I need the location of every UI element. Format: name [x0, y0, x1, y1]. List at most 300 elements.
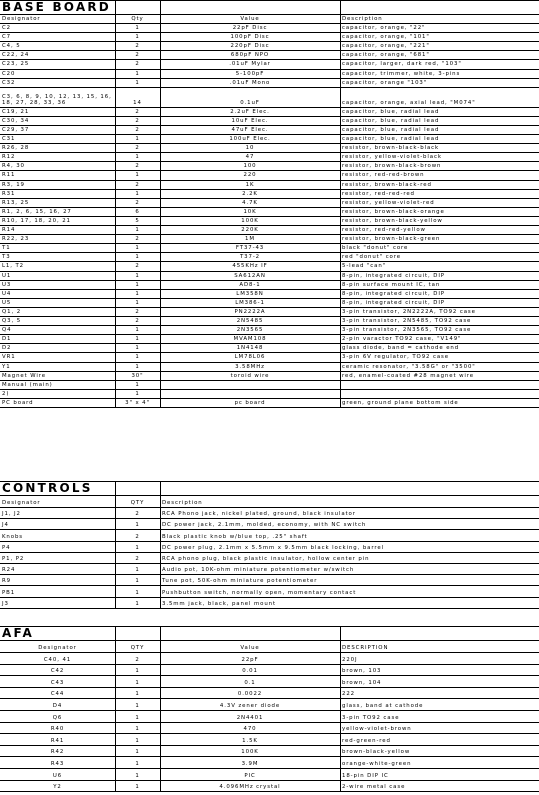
table-cell: C42: [50, 668, 65, 675]
table-cell: 2: [135, 61, 140, 68]
table-cell: capacitor, orange "103": [342, 79, 428, 86]
table-cell: 22pF: [241, 656, 259, 663]
table-cell: Knobs: [2, 533, 23, 540]
table-cell: D4: [52, 702, 63, 709]
table-row: [0, 563, 539, 574]
table-cell: 1: [135, 691, 140, 698]
table-cell: R3, 19: [2, 181, 25, 188]
table-cell: 1: [135, 136, 140, 143]
table-cell: J4: [2, 522, 9, 529]
column-header: DESCRIPTION: [342, 645, 389, 651]
table-cell: C30, 34: [2, 117, 30, 124]
table-cell: 10K: [243, 208, 257, 215]
table-cell: 30": [131, 372, 144, 379]
table-cell: green, ground plane bottom side: [342, 399, 459, 406]
table-row: [0, 50, 539, 59]
table-row: [0, 334, 539, 343]
table-cell: 1: [135, 390, 140, 397]
row-divider: [0, 608, 539, 609]
table-row: [0, 78, 539, 87]
column-header: Qty: [131, 16, 144, 22]
table-cell: C20: [2, 70, 16, 77]
table-cell: 3-pin TO92 case: [342, 714, 400, 721]
table-cell: resistor, brown-black-red: [342, 181, 432, 188]
table-cell: 220K: [241, 227, 259, 234]
table-cell: brown-black-yellow: [342, 749, 411, 756]
table-cell: P1, P2: [2, 555, 25, 562]
table-cell: R11: [2, 172, 16, 179]
table-cell: C7: [2, 34, 11, 41]
table-cell: 2: [135, 43, 140, 50]
table-cell: resistor, yellow-violet-red: [342, 199, 435, 206]
table-cell: capacitor, blue, radial lead: [342, 136, 440, 143]
table-cell: 8-pin, integrated circuit, DIP: [342, 290, 445, 297]
table-cell: 1: [135, 522, 140, 529]
table-row: [0, 252, 539, 261]
table-row: [0, 352, 539, 361]
table-cell: T1: [2, 245, 11, 252]
table-row: [0, 152, 539, 161]
table-cell: C43: [50, 679, 65, 686]
table-cell: 1.5K: [242, 737, 258, 744]
table-row: [0, 652, 539, 664]
table-cell: 1: [135, 254, 140, 261]
table-cell: capacitor, orange, "681": [342, 52, 430, 59]
table-cell: 3-pin transistor, 2N5485, TO92 case: [342, 318, 472, 325]
table-cell: glass diode, band = cathode end: [342, 345, 460, 352]
table-cell: resistor, red-red-yellow: [342, 227, 426, 234]
table-row: [0, 261, 539, 270]
table-row: [0, 722, 539, 734]
table-cell: PB1: [2, 589, 16, 596]
table-cell: 10uF Elec.: [231, 117, 269, 124]
table-cell: black "donut" core: [342, 245, 409, 252]
table-row: [0, 41, 539, 50]
table-cell: Q4: [2, 327, 12, 334]
table-row: [0, 307, 539, 316]
table-cell: 2: [135, 263, 140, 270]
table-cell: 680pF NPO: [230, 52, 270, 59]
table-cell: DC power jack, 2.1mm, molded, economy, with NC switch: [162, 522, 367, 529]
table-cell: 2): [2, 390, 10, 397]
header-row: [0, 640, 539, 652]
table-cell: 3-pin transistor, 2N3565, TO92 case: [342, 327, 472, 334]
table-cell: 100K: [241, 217, 259, 224]
table-cell: Y1: [2, 363, 11, 370]
table-row: [0, 398, 539, 407]
table-cell: C2: [2, 25, 11, 32]
table-cell: capacitor, orange, "221": [342, 43, 430, 50]
section-title: BASE BOARD: [2, 0, 111, 14]
table-cell: C4, 5: [2, 43, 21, 50]
table-cell: glass, band at cathode: [342, 702, 424, 709]
table-row: [0, 518, 539, 529]
column-header: Value: [240, 16, 260, 22]
table-cell: 220: [243, 172, 257, 179]
table-row: [0, 125, 539, 134]
table-row: [0, 343, 539, 352]
table-cell: 8-pin, integrated circuit, DIP: [342, 272, 445, 279]
table-cell: 220pF Disc: [230, 43, 270, 50]
row-divider: [0, 791, 539, 792]
table-cell: 2: [135, 126, 140, 133]
table-cell: 2: [135, 555, 140, 562]
table-cell: C31: [2, 136, 16, 143]
table-row: [0, 180, 539, 189]
column-header: QTY: [130, 645, 145, 651]
table-cell: .01uF Mono: [229, 79, 271, 86]
table-cell: capacitor, orange, axial lead, "M074": [342, 99, 476, 106]
table-cell: MVAM108: [233, 336, 267, 343]
table-cell: 3.5mm jack, black, panel mount: [162, 600, 277, 607]
table-row: [0, 271, 539, 280]
table-cell: PN2222A: [234, 308, 266, 315]
table-cell: R10, 17, 18, 20, 21: [2, 217, 71, 224]
table-row: [0, 216, 539, 225]
table-cell: 1: [135, 336, 140, 343]
table-cell: U3: [2, 281, 12, 288]
table-row: [0, 32, 539, 41]
table-row: [0, 507, 539, 518]
table-cell: D2: [2, 345, 12, 352]
table-row: [0, 597, 539, 608]
table-cell: 1: [135, 668, 140, 675]
table-cell: 2: [135, 52, 140, 59]
table-cell: 3-pin 6V regulator, TO92 case: [342, 354, 449, 361]
table-cell: 6: [135, 208, 140, 215]
table-cell: T37-2: [239, 254, 261, 261]
table-cell: 0.1: [244, 679, 256, 686]
table-cell: capacitor, orange, "101": [342, 34, 430, 41]
table-cell: R40: [50, 726, 65, 733]
table-row: [0, 380, 539, 389]
table-cell: C23, 25: [2, 61, 30, 68]
table-row: [0, 756, 539, 768]
table-row: [0, 107, 539, 116]
column-header: QTY: [130, 500, 145, 506]
table-cell: 1: [135, 737, 140, 744]
row-divider: [0, 407, 539, 408]
table-cell: Q1, 2: [2, 308, 22, 315]
table-cell: D1: [2, 336, 12, 343]
table-row: [0, 362, 539, 371]
table-cell: .01uF Mylar: [229, 61, 271, 68]
table-row: [0, 69, 539, 78]
table-cell: PIC: [244, 772, 256, 779]
table-cell: Q3, 5: [2, 318, 22, 325]
table-cell: 47: [245, 154, 255, 161]
table-cell: U4: [2, 290, 12, 297]
table-cell: R12: [2, 154, 16, 161]
table-row: [0, 371, 539, 380]
table-cell: C22, 24: [2, 52, 30, 59]
table-cell: 2: [135, 308, 140, 315]
table-cell: 1M: [245, 236, 255, 243]
table-cell: R24: [2, 567, 16, 574]
table-cell: 18-pin DIP IC: [342, 772, 389, 779]
table-cell: 1: [135, 34, 140, 41]
table-cell: 100K: [241, 749, 259, 756]
table-cell: resistor, brown-black-yellow: [342, 217, 443, 224]
table-cell: 3-pin transistor, 2N2222A, TO92 case: [342, 308, 476, 315]
table-cell: 2-wire metal case: [342, 784, 406, 791]
table-cell: capacitor, blue, radial lead: [342, 126, 440, 133]
table-cell: 5: [135, 217, 140, 224]
table-cell: RCA phono plug, black plastic insulator, hollow center pin: [162, 555, 370, 562]
table-cell: C29, 37: [2, 126, 30, 133]
table-cell: LM78L06: [234, 354, 266, 361]
table-cell: 2-pin varactor TO92 case, "V149": [342, 336, 462, 343]
table-cell: U6: [52, 772, 63, 779]
table-row: [0, 23, 539, 32]
table-cell: [340, 389, 539, 398]
table-cell: 1: [135, 714, 140, 721]
table-cell: 1: [135, 589, 140, 596]
table-cell: 1: [135, 381, 140, 388]
table-cell: P4: [2, 544, 11, 551]
table-cell: 3.9M: [241, 760, 259, 767]
table-cell: capacitor, blue, radial lead: [342, 117, 440, 124]
table-cell: C32: [2, 79, 16, 86]
table-cell: 5-lead "can": [342, 263, 387, 270]
table-row: [0, 541, 539, 552]
table-cell: 1: [135, 79, 140, 86]
table-cell: C40, 41: [43, 656, 72, 663]
table-cell: resistor, brown-black-brown: [342, 163, 442, 170]
table-cell: pc board: [234, 399, 266, 406]
table-cell: SA612AN: [234, 272, 266, 279]
table-cell: 1: [135, 726, 140, 733]
table-cell: red-green-red: [342, 737, 391, 744]
table-cell: 1: [135, 227, 140, 234]
table-cell: 0.0022: [237, 691, 263, 698]
column-header: Designator: [2, 500, 41, 506]
table-cell: 1: [135, 245, 140, 252]
table-row: [0, 698, 539, 710]
table-cell: 100pF Disc: [230, 34, 270, 41]
table-row: [0, 710, 539, 722]
column-header: Designator: [38, 645, 77, 651]
table-row: [0, 280, 539, 289]
controls-section: [0, 481, 539, 608]
table-cell: 2: [135, 533, 140, 540]
table-cell: Q6: [52, 714, 63, 721]
table-cell: capacitor, orange, "22": [342, 25, 426, 32]
table-cell: R31: [2, 190, 16, 197]
table-cell: RCA Phono jack, nickel plated, ground, black insulator: [162, 511, 356, 518]
table-cell: R1, 2, 6, 15, 16, 27: [2, 208, 72, 215]
table-cell: 2: [135, 163, 140, 170]
table-cell: R42: [50, 749, 65, 756]
table-cell: capacitor, blue, radial lead: [342, 108, 440, 115]
column-header: Description: [162, 500, 203, 506]
table-cell: 4.7K: [242, 199, 258, 206]
row-divider: [0, 0, 539, 1]
table-row: [0, 768, 539, 780]
table-cell: 0.01: [242, 668, 258, 675]
table-cell: U1: [2, 272, 12, 279]
table-cell: R4, 30: [2, 163, 25, 170]
table-cell: 0.1uF: [240, 99, 260, 106]
column-header: Value: [240, 645, 260, 651]
table-row: [0, 134, 539, 143]
table-cell: 8-pin surface mount IC, tan: [342, 281, 441, 288]
table-cell: 1: [135, 772, 140, 779]
header-row: [0, 14, 539, 23]
table-row: [0, 325, 539, 334]
table-cell: [160, 389, 340, 398]
table-cell: 10: [245, 145, 255, 152]
table-cell: AD8-1: [239, 281, 261, 288]
table-row: [0, 234, 539, 243]
table-row: [0, 574, 539, 585]
table-cell: 2.2uF Elec.: [230, 108, 270, 115]
table-cell: LM386-1: [235, 299, 265, 306]
table-row: [0, 198, 539, 207]
table-row: [0, 225, 539, 234]
table-cell: 2: [135, 199, 140, 206]
table-cell: 1K: [245, 181, 255, 188]
table-cell: resistor, brown-black-green: [342, 236, 441, 243]
table-cell: 1: [135, 70, 140, 77]
table-cell: 1: [135, 327, 140, 334]
table-cell: R9: [2, 578, 11, 585]
table-cell: red, enamel-coated #28 magnet wire: [342, 372, 474, 379]
section-title: CONTROLS: [2, 481, 93, 495]
table-row: [0, 161, 539, 170]
table-cell: R22, 23: [2, 236, 30, 243]
table-cell: 14: [133, 99, 142, 106]
table-cell: J1, J2: [2, 511, 21, 518]
table-cell: brown, 104: [342, 679, 382, 686]
table-cell: 2N5485: [236, 318, 264, 325]
table-cell: R26, 28: [2, 145, 30, 152]
table-cell: 2.2K: [242, 190, 258, 197]
table-cell: 1: [135, 578, 140, 585]
table-cell: 1: [135, 290, 140, 297]
table-cell: 22pF Disc: [232, 25, 268, 32]
table-cell: 1: [135, 299, 140, 306]
table-cell: 5-100pF: [235, 70, 265, 77]
column-header: Designator: [2, 16, 41, 22]
table-row: [0, 243, 539, 252]
table-cell: 1N4148: [236, 345, 264, 352]
table-cell: 2: [135, 145, 140, 152]
table-cell: capacitor, larger, dark red, "103": [342, 61, 462, 68]
table-cell: 4.096MHz crystal: [219, 784, 281, 791]
table-cell: DC power plug, 2.1mm x 5.5mm x 9.5mm black locking, barrel: [162, 544, 384, 551]
table-cell: 100uF Elec.: [229, 136, 271, 143]
table-cell: 2: [135, 181, 140, 188]
header-row: [0, 495, 539, 507]
table-cell: 1: [135, 25, 140, 32]
table-cell: [160, 380, 340, 389]
table-cell: resistor, brown-black-black: [342, 145, 440, 152]
table-row: [0, 733, 539, 745]
table-row: [0, 780, 539, 792]
table-cell: 1: [135, 749, 140, 756]
table-cell: resistor, brown-black-orange: [342, 208, 445, 215]
row-divider: [0, 626, 539, 627]
table-cell: LM358N: [236, 290, 264, 297]
table-cell: red "donut" core: [342, 254, 401, 261]
table-row: [0, 552, 539, 563]
table-row: [0, 143, 539, 152]
table-cell: 1: [135, 345, 140, 352]
table-row: [0, 675, 539, 687]
table-row: [0, 298, 539, 307]
table-cell: 1: [135, 172, 140, 179]
table-cell: 1: [135, 354, 140, 361]
table-row: [0, 585, 539, 596]
section-title: AFA: [2, 626, 34, 640]
table-cell: VR1: [2, 354, 16, 361]
table-cell: FT37-43: [235, 245, 265, 252]
table-cell: Manual (main): [2, 381, 53, 388]
table-cell: 1: [135, 281, 140, 288]
table-cell: [340, 380, 539, 389]
table-cell: 1: [135, 702, 140, 709]
table-cell: R14: [2, 227, 16, 234]
table-cell: Magnet Wire: [2, 372, 46, 379]
column-header: Description: [342, 16, 383, 22]
table-cell: 222: [342, 691, 355, 698]
table-cell: Tune pot, 50K-ohm miniature potentiometer: [162, 578, 318, 585]
table-row: [0, 664, 539, 676]
row-divider: [0, 481, 539, 482]
table-cell: C19, 21: [2, 108, 30, 115]
table-cell: 1: [135, 272, 140, 279]
table-cell: J3: [2, 600, 9, 607]
table-cell: brown, 103: [342, 668, 382, 675]
table-cell: 2N3565: [236, 327, 264, 334]
table-cell: 3" x 4": [125, 399, 150, 406]
table-cell: resistor, red-red-red: [342, 190, 415, 197]
table-row: [0, 170, 539, 179]
table-cell: Pushbutton switch, normally open, momentary contact: [162, 589, 357, 596]
table-cell: resistor, yellow-violet-black: [342, 154, 442, 161]
table-cell: Y2: [53, 784, 62, 791]
table-cell: 2: [135, 318, 140, 325]
table-row: [0, 59, 539, 68]
table-cell: 2N4401: [236, 714, 264, 721]
table-cell: 8-pin, integrated circuit, DIP: [342, 299, 445, 306]
table-cell: 1: [135, 190, 140, 197]
table-cell: L1, T2: [2, 263, 24, 270]
table-row: [0, 189, 539, 198]
table-cell: 455KHz IF: [232, 263, 268, 270]
table-cell: R41: [50, 737, 65, 744]
table-cell: 1: [135, 363, 140, 370]
table-cell: C3, 6, 8, 9, 10, 12, 13, 15, 16, 18, 27, 28, 33, 36: [2, 93, 112, 106]
table-cell: 4.3V zener diode: [219, 702, 281, 709]
table-row: [0, 116, 539, 125]
table-cell: 1: [135, 544, 140, 551]
table-cell: 1: [135, 567, 140, 574]
table-row: [0, 687, 539, 699]
afa-section: [0, 626, 539, 791]
table-cell: 3.58MHz: [235, 363, 265, 370]
table-cell: 2: [135, 117, 140, 124]
table-cell: 220J: [342, 656, 358, 663]
table-cell: resistor, red-red-brown: [342, 172, 425, 179]
table-cell: PC board: [2, 399, 34, 406]
table-cell: 2: [135, 236, 140, 243]
table-cell: T3: [2, 254, 11, 261]
table-row: [0, 529, 539, 540]
table-cell: R43: [50, 760, 65, 767]
table-cell: 1: [135, 154, 140, 161]
